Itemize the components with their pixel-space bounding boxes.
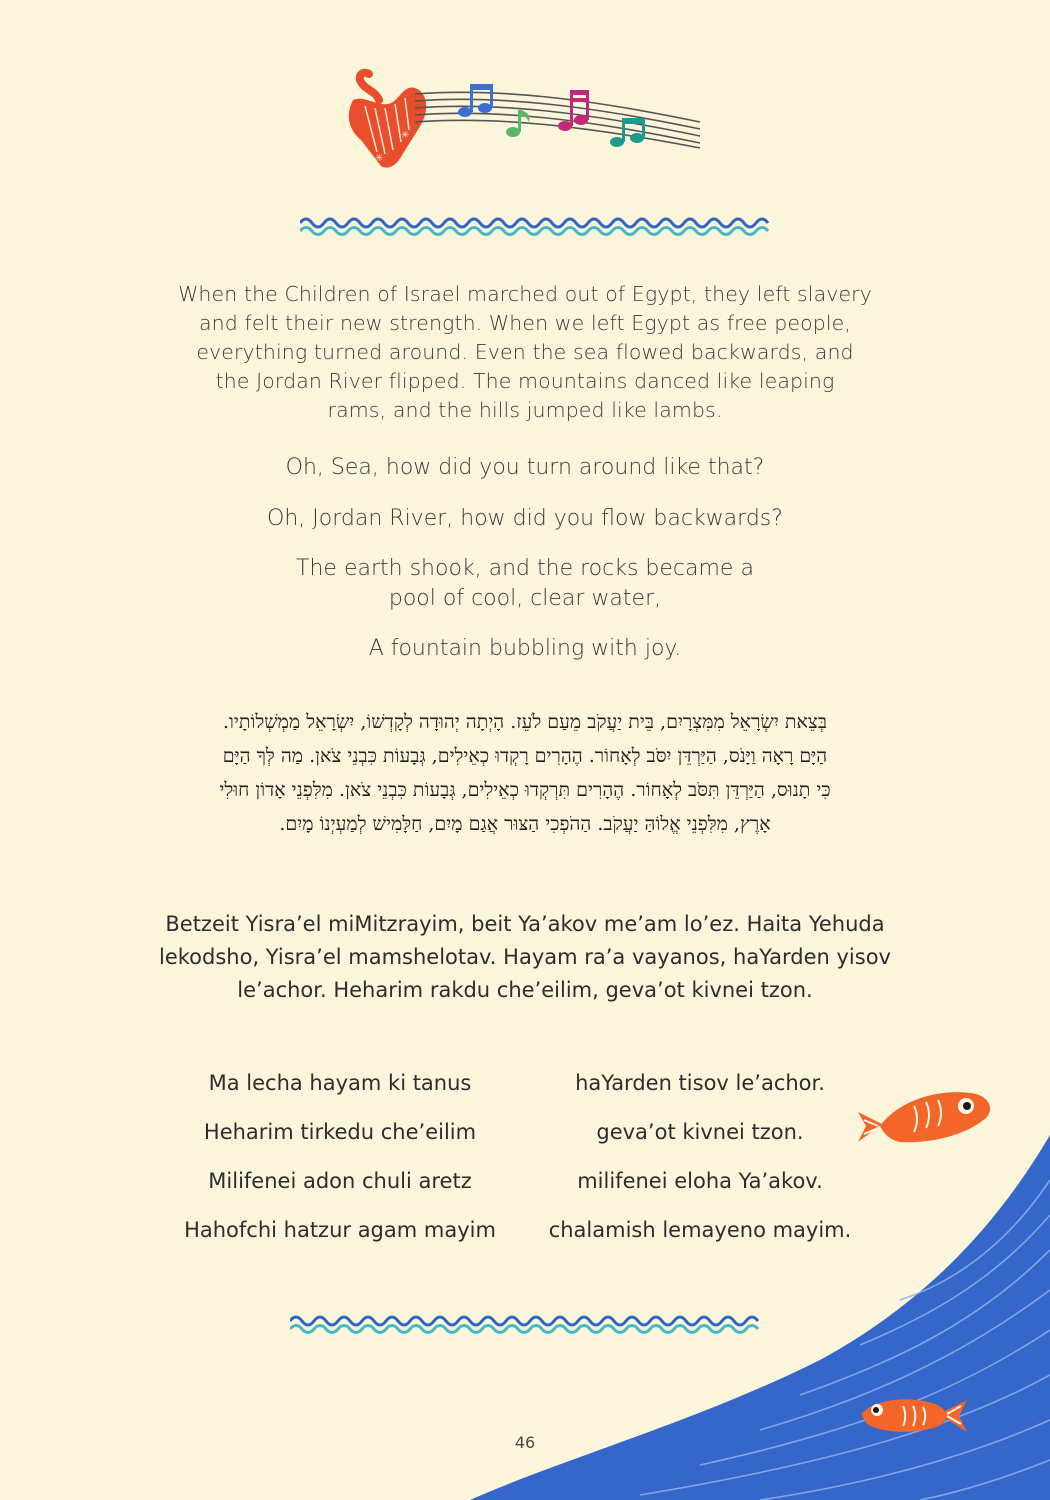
song-column-right — [530, 1066, 870, 1262]
song-line: geva’ot kivnei tzon. — [596, 1120, 804, 1144]
translit-line: lekodsho, Yisra’el mamshelotav. Hayam ra’a vayanos, haYarden yisov — [159, 945, 891, 969]
verse-fountain: A fountain bubbling with joy. — [368, 636, 682, 661]
song-line: haYarden tisov le’achor. — [575, 1071, 825, 1095]
wave-divider-bottom — [290, 1313, 760, 1335]
verse-line: pool of cool, clear water, — [388, 586, 662, 611]
song-line: chalamish lemayeno mayim. — [548, 1218, 852, 1242]
svg-text:✳: ✳ — [401, 130, 410, 141]
song-line: Heharim tirkedu che’eilim — [203, 1120, 477, 1144]
translit-line: le’achor. Heharim rakdu che’eilim, geva’ot kivnei tzon. — [237, 978, 813, 1002]
verse-sea: Oh, Sea, how did you turn around like that? — [285, 455, 765, 480]
hebrew-line: הַיָּם רָאָה וַיָּנֹס, הַיַּרְדֵּן יִסֹּב לְאָחוֹר. הֶהָרִים רָקְדוּ כְאֵילִים, גְּבָעוֹת כִּבְנֵי צֹאן. מַה לְּךָ הַיָּם — [222, 745, 828, 767]
transliteration-paragraph — [140, 908, 910, 1007]
song-line: Ma lecha hayam ki tanus — [208, 1071, 472, 1095]
song-column-left — [160, 1066, 520, 1262]
hebrew-line: בְּצֵאת יִשְׂרָאֵל מִמִּצְרָיִם, בֵּית יַעֲקֹב מֵעַם לֹעֵז. הָיְתָה יְהוּדָה לְקָדְשׁוֹ, יִשְׂרָאֵל מַמְשְׁלוֹתָיו. — [223, 711, 827, 733]
intro-line: rams, and the hills jumped like lambs. — [327, 398, 723, 422]
wave-divider-top — [300, 215, 770, 237]
translit-line: Betzeit Yisra’el miMitzrayim, beit Ya’akov me’am lo’ez. Haita Yehuda — [165, 912, 885, 936]
svg-text:✳: ✳ — [375, 153, 384, 164]
small-fish-icon — [855, 1394, 971, 1436]
intro-line: everything turned around. Even the sea flowed backwards, and — [196, 340, 854, 364]
verse-jordan: Oh, Jordan River, how did you flow backwards? — [267, 506, 783, 531]
intro-line: When the Children of Israel marched out of Egypt, they left slavery — [178, 282, 872, 306]
hebrew-line: אָרֶץ, מִלִּפְנֵי אֱלוֹהַּ יַעֲקֹב. הַהֹפְכִי הַצּוּר אֲגַם מָיִם, חַלָּמִישׁ לְמַעְיְנוֹ מָיִם. — [279, 813, 771, 835]
song-line: Hahofchi hatzur agam mayim — [184, 1218, 496, 1242]
intro-line: and felt their new strength. When we left Egypt as free people, — [199, 311, 851, 335]
intro-paragraph — [150, 280, 900, 425]
hebrew-psalm — [110, 705, 940, 841]
page-number: 46 — [514, 1433, 536, 1452]
fish-icon — [852, 1082, 994, 1154]
music-notes-icon — [455, 80, 655, 152]
verse-earth — [200, 554, 850, 614]
hebrew-line: כִּי תָנוּס, הַיַּרְדֵּן תִּסֹּב לְאָחוֹר. הֶהָרִים תִּרְקְדוּ כְאֵילִים, גְּבָעוֹת כִּבְנֵי צֹאן. מִלִּפְנֵי אָדוֹן חוּלִי — [219, 779, 831, 801]
song-line: milifenei eloha Ya’akov. — [577, 1169, 823, 1193]
intro-line: the Jordan River flipped. The mountains danced like leaping — [215, 369, 835, 393]
song-line: Milifenei adon chuli aretz — [208, 1169, 472, 1193]
verse-line: The earth shook, and the rocks became a — [296, 556, 754, 581]
